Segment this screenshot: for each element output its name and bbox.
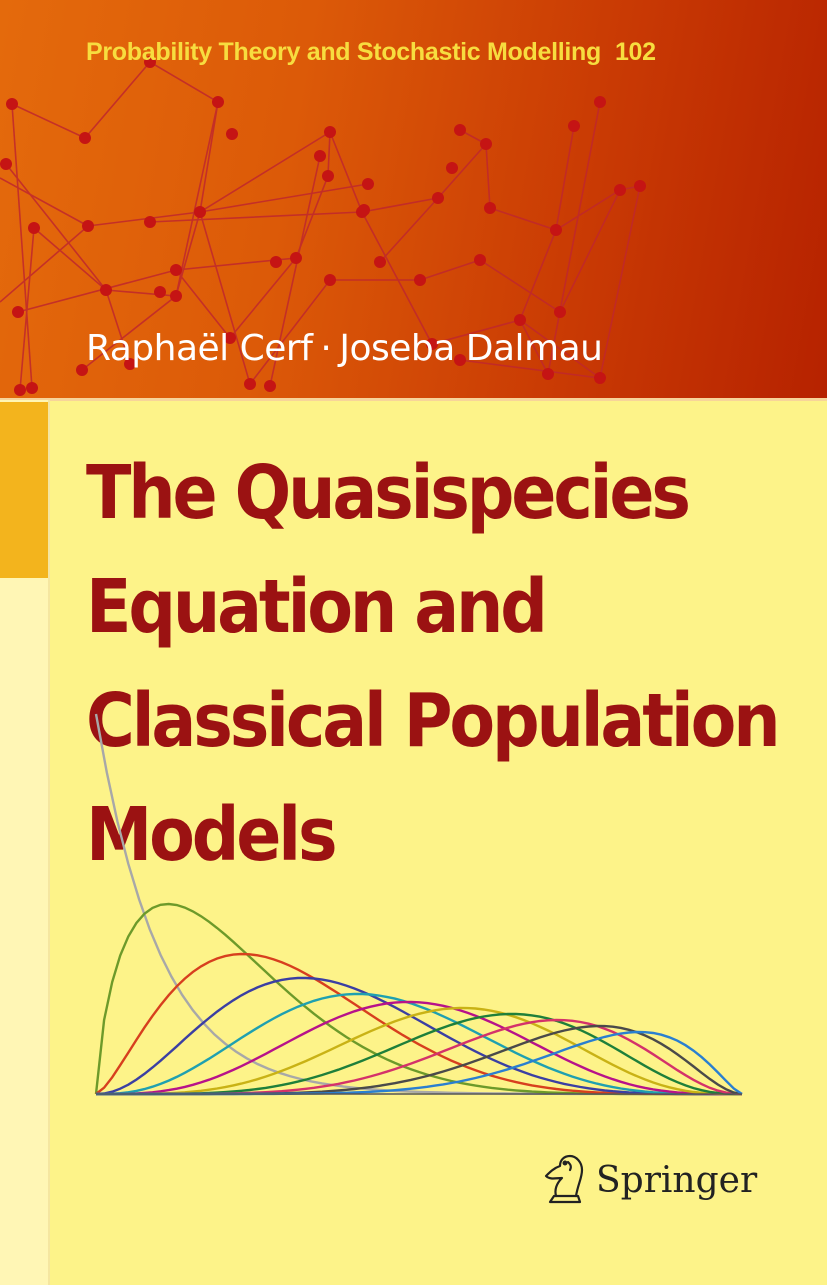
publisher-name: Springer xyxy=(596,1160,758,1201)
author-separator: · xyxy=(320,328,332,369)
authors xyxy=(86,328,602,369)
curve-7 xyxy=(96,1014,742,1094)
distribution-curves-icon xyxy=(0,700,827,1120)
author-2: Joseba Dalmau xyxy=(339,328,603,369)
author-1: Raphaël Cerf xyxy=(86,328,313,369)
left-strip-accent xyxy=(0,402,48,578)
cover-top-band xyxy=(0,0,827,400)
band-divider xyxy=(0,398,827,401)
title-line-2: Equation and xyxy=(86,564,545,650)
series-title xyxy=(86,38,656,67)
series-name: Probability Theory and Stochastic Modelling xyxy=(86,38,601,66)
title-line-4: Models xyxy=(86,792,335,878)
title-line-1: The Quasispecies xyxy=(86,450,688,536)
series-number: 102 xyxy=(614,38,656,66)
springer-horse-logo-icon xyxy=(540,1150,590,1208)
title-line-3: Classical Population xyxy=(86,678,778,764)
